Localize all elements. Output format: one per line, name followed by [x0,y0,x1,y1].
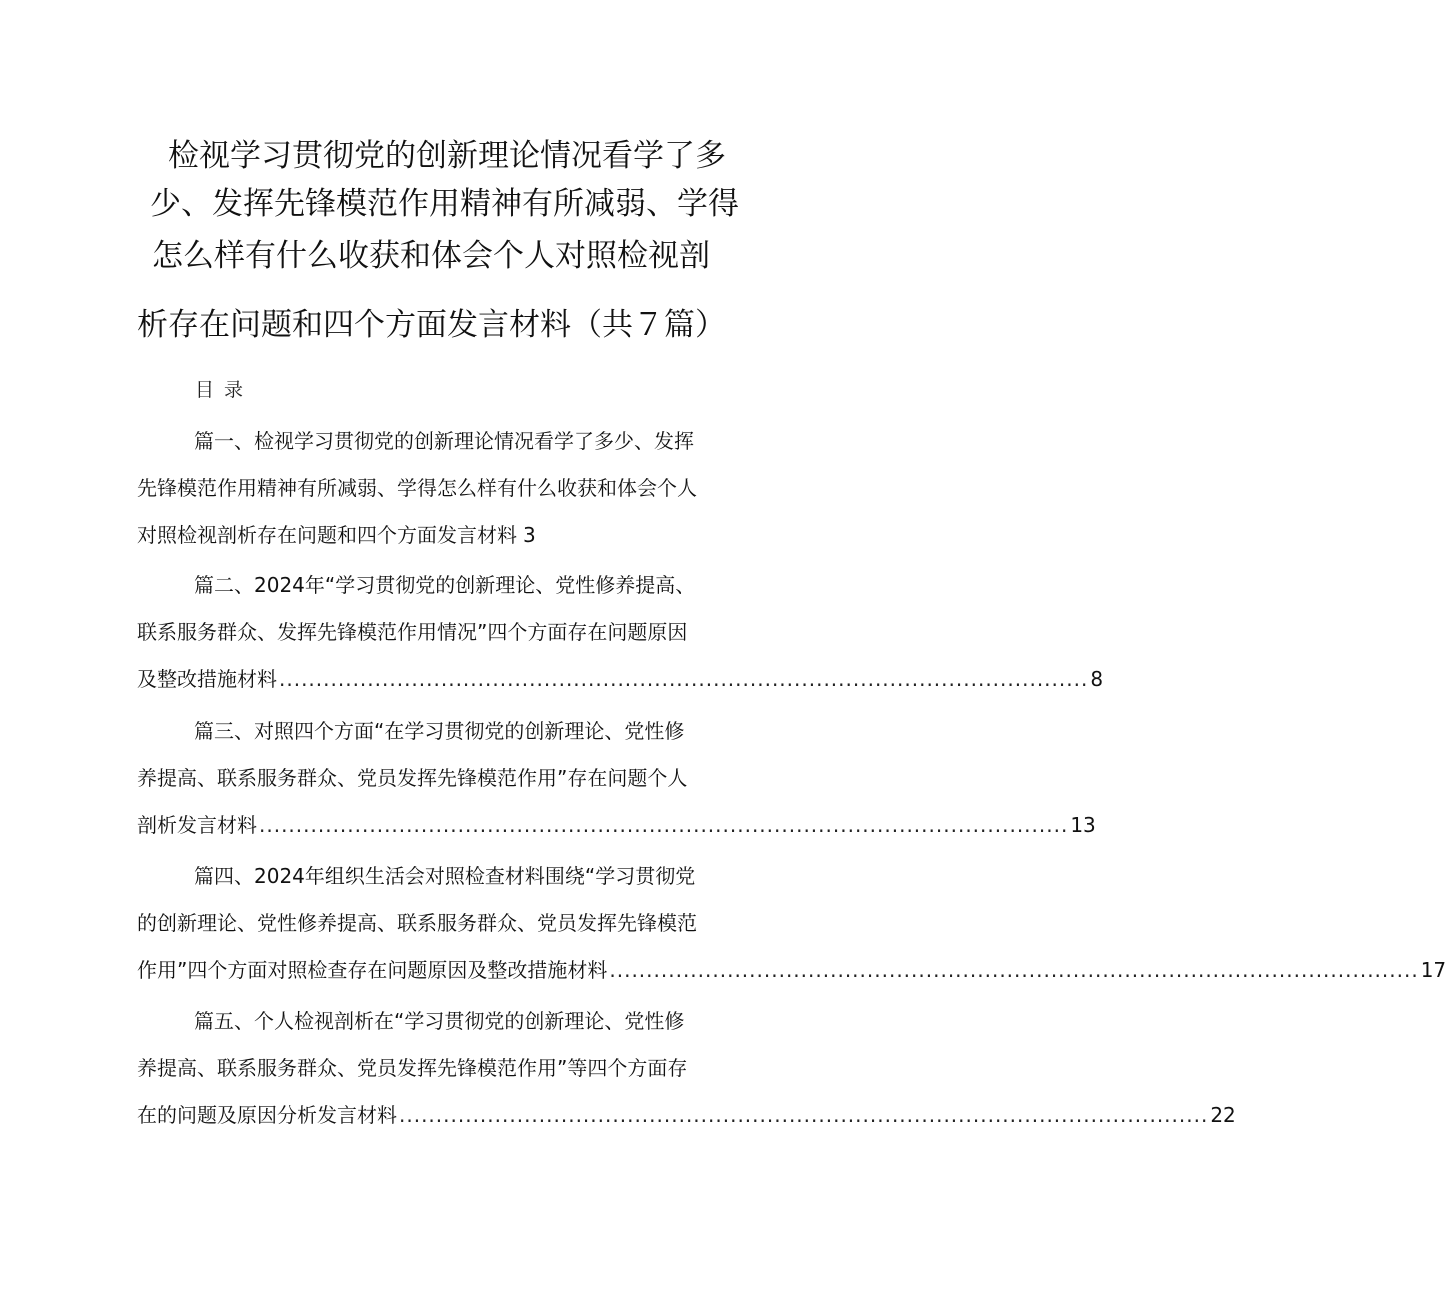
document-title-line-1: 检视学习贯彻党的创新理论情况看学了多 [168,138,726,174]
toc-entry-line: 养提高、联系服务群众、党员发挥先锋模范作用”等四个方面存 [137,1056,688,1080]
toc-entry-3[interactable] [137,708,1096,849]
toc-page-number: 22 [1210,1103,1236,1127]
document-title-line-3: 怎么样有什么收获和体会个人对照检视剖 [152,238,710,274]
toc-entry-line: 对照检视剖析存在问题和四个方面发言材料 [137,523,517,547]
toc-entry-line: 篇二、2024年“学习贯彻党的创新理论、党性修养提高、 [194,573,696,597]
toc-entry-4[interactable] [137,853,1446,994]
toc-heading: 目 录 [195,379,246,401]
toc-entry-5[interactable] [137,998,1236,1139]
toc-entry-2[interactable] [137,562,1104,703]
toc-entry-line: 先锋模范作用精神有所减弱、学得怎么样有什么收获和体会个人 [137,476,697,500]
toc-entry-line: 篇三、对照四个方面“在学习贯彻党的创新理论、党性修 [194,719,685,743]
toc-entry-last-line [137,947,1446,994]
document-title-line-2: 少、发挥先锋模范作用精神有所减弱、学得 [150,186,739,222]
toc-dot-leader: .............................................................................................................. [609,958,1419,982]
toc-entry-line: 养提高、联系服务群众、党员发挥先锋模范作用”存在问题个人 [137,766,688,790]
toc-entry-line: 篇四、2024年组织生活会对照检查材料围绕“学习贯彻党 [194,864,696,888]
toc-entry-line: 篇一、检视学习贯彻党的创新理论情况看学了多少、发挥 [194,429,694,453]
toc-entry-line: 及整改措施材料 [137,667,277,691]
toc-entry-line: 剖析发言材料 [137,813,257,837]
toc-entry-line: 的创新理论、党性修养提高、联系服务群众、党员发挥先锋模范 [137,911,697,935]
toc-page-number: 8 [1090,667,1104,691]
document-title-line-4: 析存在问题和四个方面发言材料（共７篇） [137,307,726,343]
toc-entry-last-line [137,1092,1236,1139]
toc-entry-line: 在的问题及原因分析发言材料 [137,1103,397,1127]
toc-entry-last-line [137,656,1104,703]
toc-entry-last-line [137,512,787,559]
toc-dot-leader: .............................................................................................................. [259,813,1069,837]
toc-entry-line: 联系服务群众、发挥先锋模范作用情况”四个方面存在问题原因 [137,620,688,644]
toc-entry-last-line [137,802,1096,849]
toc-entry-1[interactable] [137,418,787,559]
toc-entry-line: 作用”四个方面对照检查存在问题原因及整改措施材料 [137,958,608,982]
toc-page-number: 13 [1070,813,1096,837]
toc-entry-line: 篇五、个人检视剖析在“学习贯彻党的创新理论、党性修 [194,1009,685,1033]
toc-dot-leader: .............................................................................................................. [279,667,1089,691]
toc-page-number: 3 [523,523,536,547]
toc-page-number: 17 [1420,958,1446,982]
toc-dot-leader: .............................................................................................................. [399,1103,1209,1127]
